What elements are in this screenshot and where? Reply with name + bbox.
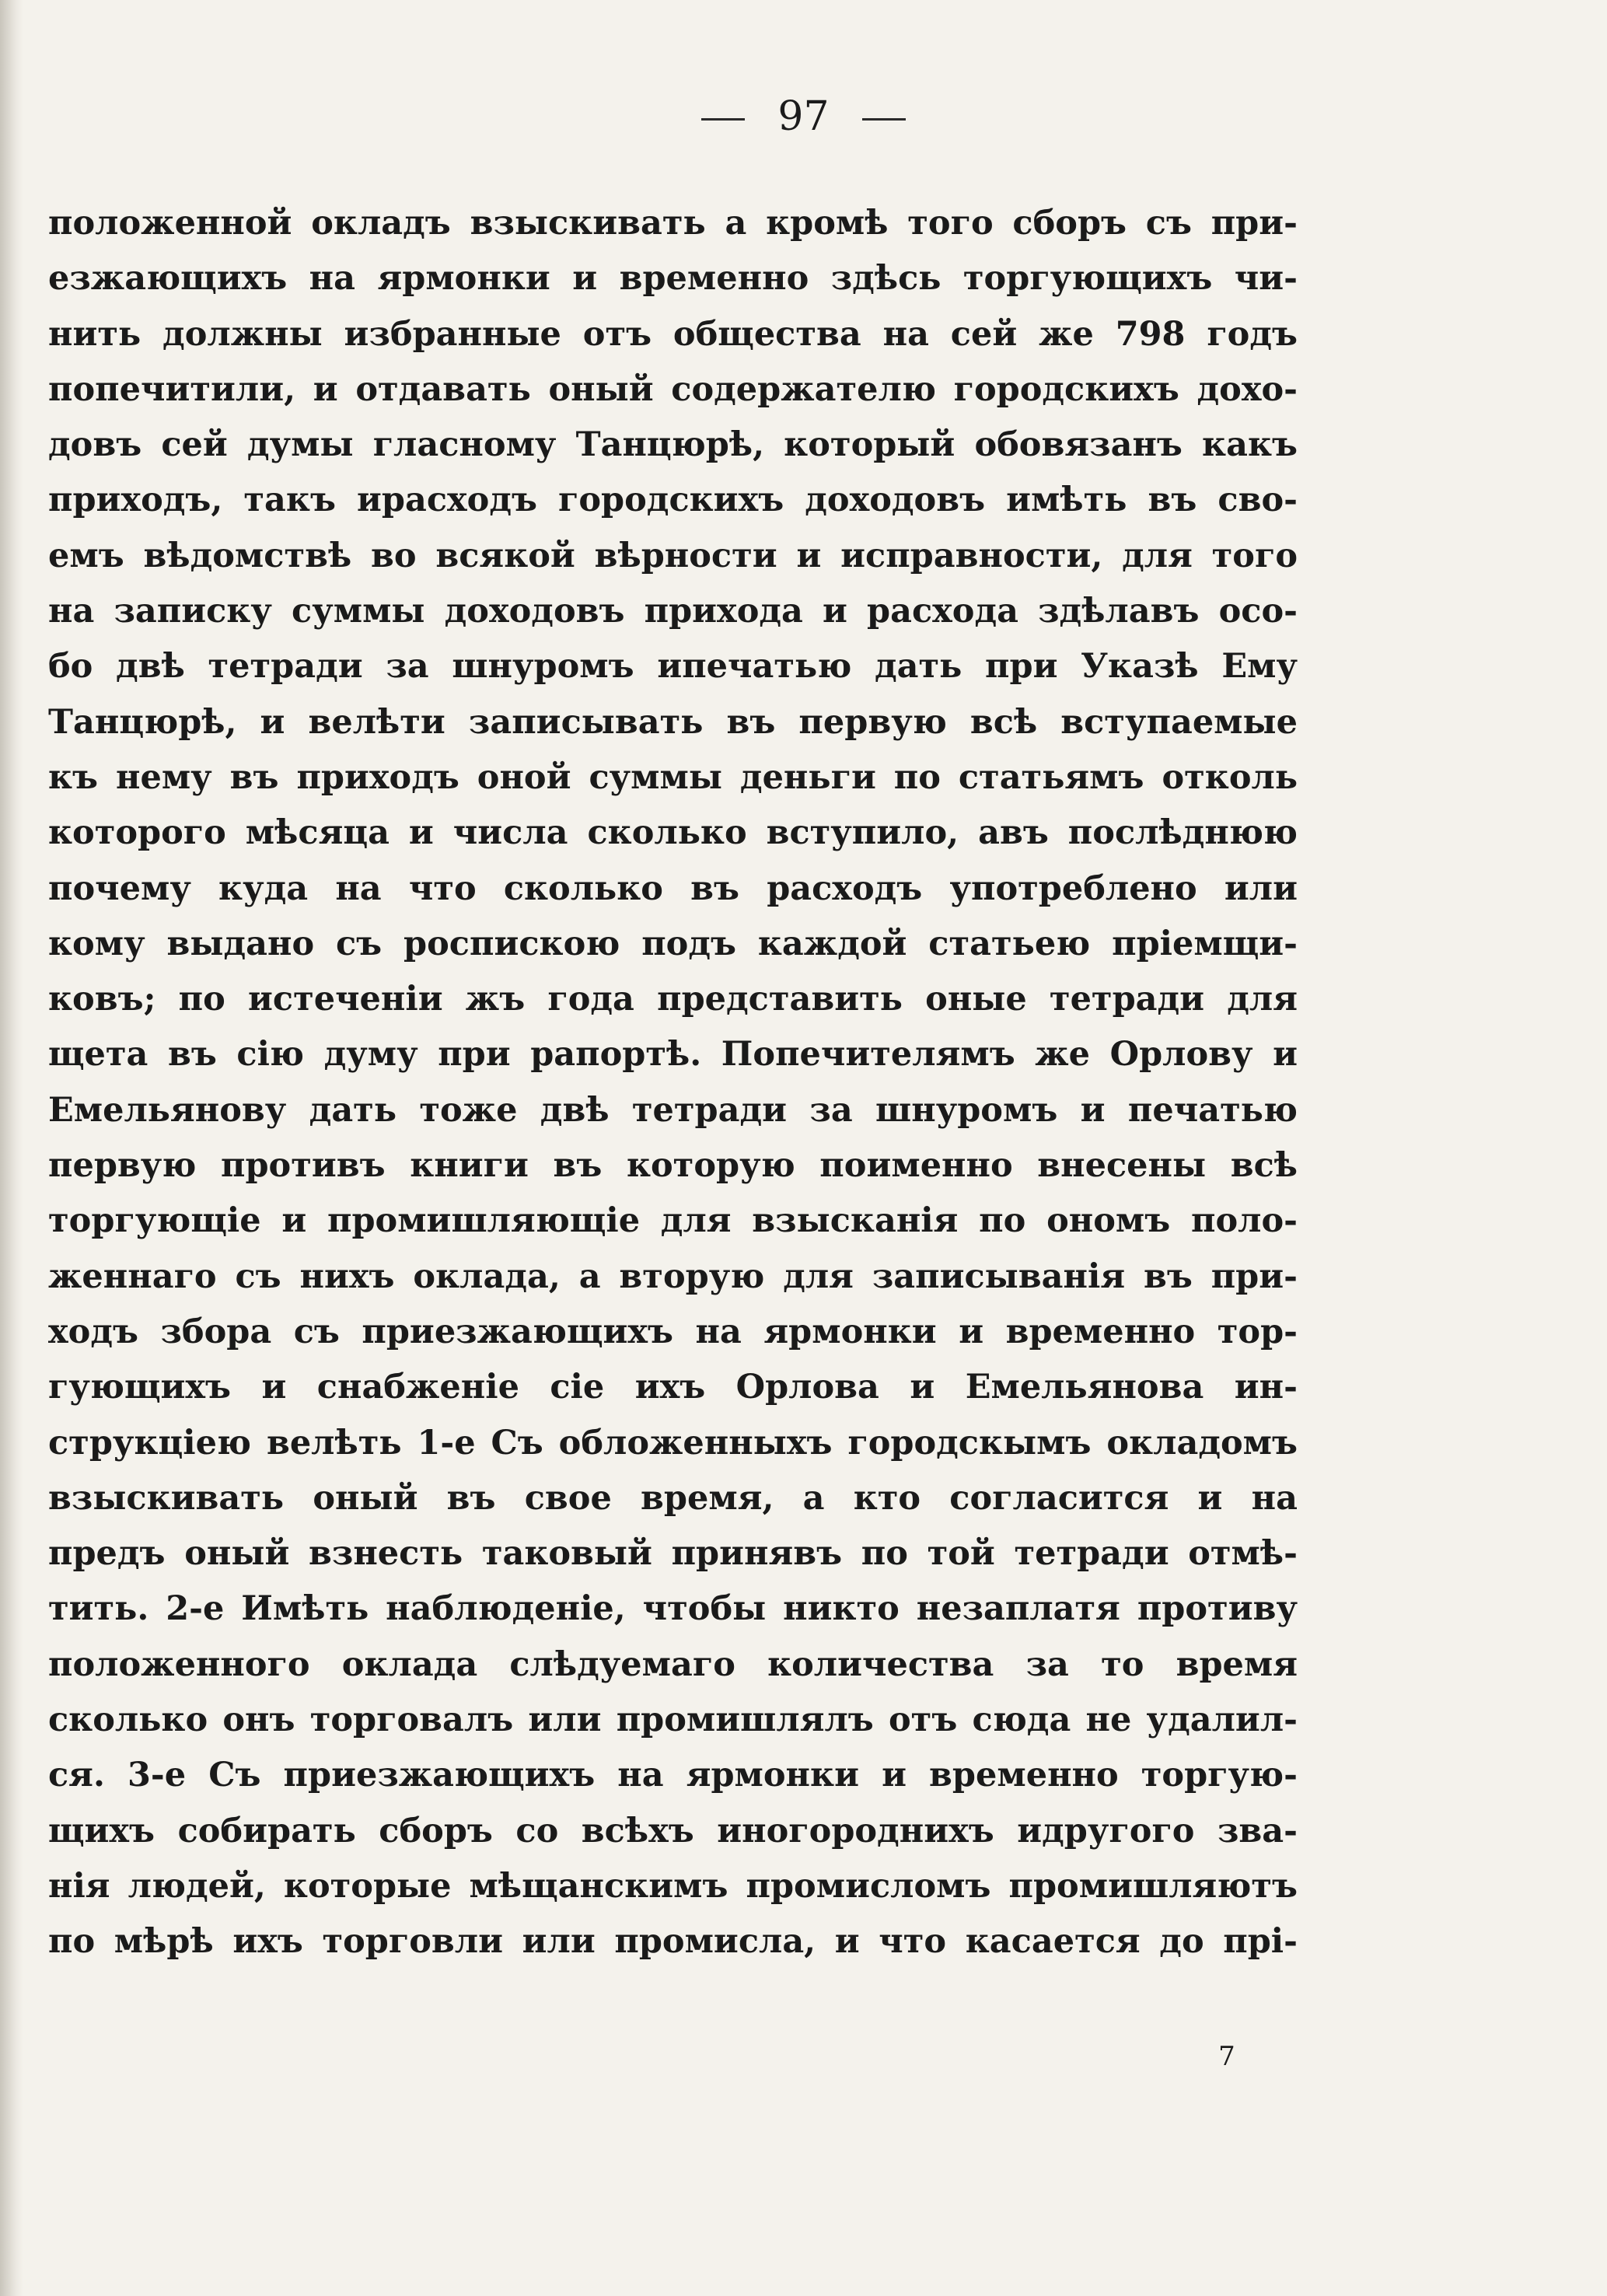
text-line: кому выдано съ роспискою подъ каждой статьею пріемщи- xyxy=(48,924,1298,963)
text-line: струкціею велѣть 1-е Съ обложенныхъ городскымъ окладомъ xyxy=(48,1423,1298,1463)
text-line: нія людей, которые мѣщанскимъ промисломъ промишляютъ xyxy=(48,1866,1298,1906)
text-line: почему куда на что сколько въ расходъ употреблено или xyxy=(48,868,1298,908)
header-dash-right xyxy=(862,118,906,121)
text-line: приходъ, такъ ирасходъ городскихъ доходовъ имѣть въ сво- xyxy=(48,481,1298,520)
text-line: взыскивать оный въ свое время, а кто согласится и на xyxy=(48,1478,1298,1518)
text-line: емъ вѣдомствѣ во всякой вѣрности и исправности, для того xyxy=(48,536,1298,575)
text-line: попечитили, и отдавать оный содержателю городскихъ дохо- xyxy=(48,369,1298,409)
text-line: Танцюрѣ, и велѣти записывать въ первую всѣ вступаемые xyxy=(48,702,1298,742)
text-line: нить должны избранные отъ общества на сей же 798 годъ xyxy=(48,314,1298,354)
text-line: положенного оклада слѣдуемаго количества за то время xyxy=(48,1644,1298,1684)
body-text xyxy=(48,196,1298,1970)
text-line: щета въ сію думу при рапортѣ. Попечителямъ же Орлову и xyxy=(48,1035,1298,1075)
text-line: езжающихъ на ярмонки и временно здѣсь торгующихъ чи- xyxy=(48,259,1298,299)
text-line: которого мѣсяца и числа сколько вступило, авъ послѣднюю xyxy=(48,813,1298,853)
text-line: ходъ збора съ приезжающихъ на ярмонки и временно тор- xyxy=(48,1312,1298,1351)
text-line: сколько онъ торговалъ или промишлялъ отъ сюда не удалил- xyxy=(48,1700,1298,1740)
text-line: предъ оный взнесть таковый принявъ по той тетради отмѣ- xyxy=(48,1534,1298,1574)
text-line: торгующіе и промишляющіе для взысканія по ономъ поло- xyxy=(48,1201,1298,1241)
text-line: тить. 2-е Имѣть наблюденіе, чтобы никто незаплатя противу xyxy=(48,1589,1298,1629)
text-line: щихъ собирать сборъ со всѣхъ иногороднихъ идругого зва- xyxy=(48,1811,1298,1850)
text-line: довъ сей думы гласному Танцюрѣ, который обовязанъ какъ xyxy=(48,425,1298,465)
text-line: ся. 3-е Съ приезжающихъ на ярмонки и временно торгую- xyxy=(48,1756,1298,1795)
signature-mark: 7 xyxy=(1218,2041,1235,2072)
text-line: ковъ; по истеченіи жъ года представить оные тетради для xyxy=(48,980,1298,1019)
text-line: къ нему въ приходъ оной суммы деньги по статьямъ отколь xyxy=(48,757,1298,797)
text-line: первую противъ книги въ которую поименно внесены всѣ xyxy=(48,1146,1298,1186)
running-head xyxy=(0,78,1607,156)
text-line: положенной окладъ взыскивать а кромѣ того сборъ съ при- xyxy=(48,204,1298,243)
text-line: по мѣрѣ ихъ торговли или промисла, и что касается до прі- xyxy=(48,1922,1298,1962)
text-line: гующихъ и снабженіе сіе ихъ Орлова и Емельянова ин- xyxy=(48,1368,1298,1407)
text-line: бо двѣ тетради за шнуромъ ипечатью дать при Указѣ Ему xyxy=(48,647,1298,687)
text-line: Емельянову дать тоже двѣ тетради за шнуромъ и печатью xyxy=(48,1090,1298,1130)
text-line: женнаго съ нихъ оклада, а вторую для записыванія въ при- xyxy=(48,1256,1298,1296)
page-number: 97 xyxy=(777,93,830,140)
header-dash-left xyxy=(701,118,745,121)
text-line: на записку суммы доходовъ прихода и расхода здѣлавъ осо- xyxy=(48,592,1298,631)
spine-shadow xyxy=(0,0,23,2296)
